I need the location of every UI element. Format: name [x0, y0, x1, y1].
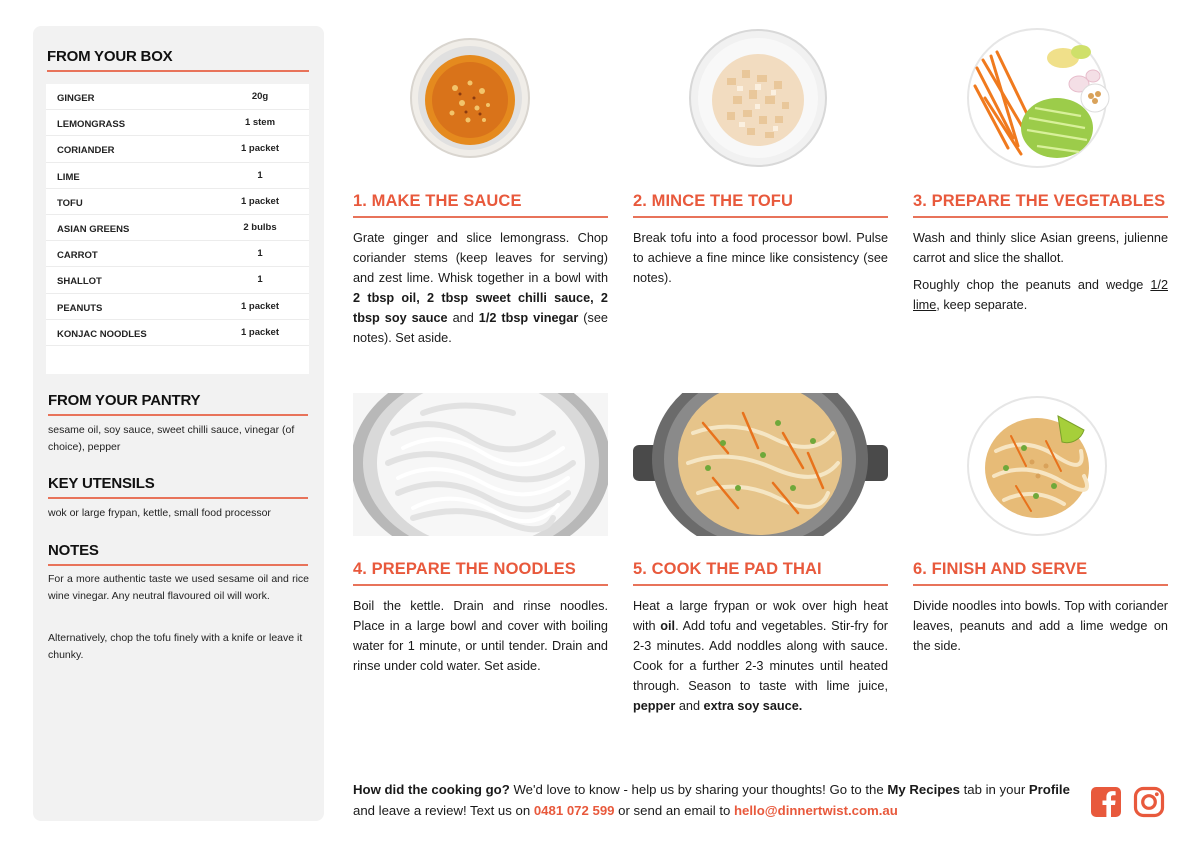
step-6-rule — [913, 584, 1168, 586]
step-5-title: 5. COOK THE PAD THAI — [633, 560, 822, 578]
text-segment: and — [675, 699, 704, 713]
step-5-image — [633, 393, 888, 536]
step-6-text — [913, 596, 1168, 663]
facebook-icon[interactable] — [1090, 786, 1122, 818]
text-segment: We'd love to know - help us by sharing your thoughts! Go to the — [509, 782, 888, 797]
feedback-footer — [353, 779, 1073, 821]
text-segment: and — [447, 311, 479, 325]
ingredient-qty: 1 stem — [244, 117, 276, 129]
ingredient-name: GINGER — [57, 93, 95, 104]
text-segment: 2 tbsp oil, 2 tbsp sweet chilli sauce, 2 tbsp soy sauce — [353, 291, 608, 325]
step-3-rule — [913, 216, 1168, 218]
ingredient-qty: 1 packet — [240, 143, 280, 155]
ingredient-row — [46, 189, 309, 215]
instagram-icon[interactable] — [1133, 786, 1165, 818]
ingredient-name: LIME — [57, 171, 80, 183]
step-3-image — [963, 28, 1115, 168]
text-segment: extra soy sauce. — [703, 699, 803, 713]
ingredient-row — [46, 320, 309, 346]
ingredient-qty: 1 — [257, 248, 263, 260]
text-segment: Break tofu into a food processor bowl. Pulse to achieve a fine mince like consistency (see notes). — [633, 231, 888, 285]
step-1-rule — [353, 216, 608, 218]
notes-title: NOTES — [48, 542, 99, 559]
text-segment: , keep separate. — [936, 298, 1028, 312]
text-segment: Divide noodles into bowls. Top with coriander leaves, peanuts and add a lime wedge on the side. — [913, 599, 1168, 653]
ingredient-name: KONJAC NOODLES — [57, 328, 147, 340]
text-segment: 0481 072 599 — [533, 803, 615, 818]
ingredient-row — [46, 163, 309, 189]
text-segment: 1/2 tbsp vinegar — [478, 311, 579, 325]
step-paragraph — [633, 596, 888, 716]
text-segment: Boil the kettle. Drain and rinse noodles. Place in a large bowl and cover with boiling water for 1 minute, or until tender. Drain and rinse under cold water. Set aside. — [353, 599, 608, 673]
ingredient-row — [46, 215, 309, 241]
step-5-text — [633, 596, 888, 723]
ingredient-row — [46, 110, 309, 136]
step-3-text — [913, 228, 1168, 322]
ingredient-qty: 2 bulbs — [243, 222, 277, 233]
ingredient-qty: 1 — [257, 274, 263, 286]
ingredient-name: LEMONGRASS — [57, 119, 126, 131]
from-your-box-rule — [47, 70, 309, 72]
step-2-image — [687, 28, 829, 168]
ingredient-qty: 1 packet — [240, 195, 280, 207]
notes-text-1: For a more authentic taste we used sesame oil and rice wine vinegar. Any neutral flavoured oil will work. — [48, 573, 309, 602]
step-4-rule — [353, 584, 608, 586]
text-segment: Profile — [1028, 782, 1070, 797]
notes-text-2: Alternatively, chop the tofu finely with a knife or leave it chunky. — [48, 632, 303, 661]
text-segment: (see notes). Set aside. — [353, 311, 608, 345]
step-6-image — [966, 396, 1108, 536]
text-segment: Heat a large frypan or wok over high heat with — [633, 599, 888, 633]
text-segment: How did the cooking go? — [353, 782, 510, 797]
ingredient-row — [46, 294, 309, 320]
text-segment: 1/2 lime — [913, 278, 1168, 312]
text-segment: tab in your — [959, 782, 1029, 797]
step-4-image — [353, 393, 608, 536]
step-1-title: 1. MAKE THE SAUCE — [353, 192, 522, 210]
text-segment: Roughly chop the peanuts and wedge — [913, 278, 1151, 292]
ingredient-name: CARROT — [57, 250, 98, 262]
text-segment: hello@dinnertwist.com.au — [734, 803, 898, 818]
text-segment: My Recipes — [887, 782, 960, 797]
utensils-title: KEY UTENSILS — [48, 475, 155, 492]
ingredients-table — [46, 84, 309, 374]
pantry-text: sesame oil, soy sauce, sweet chilli sauce, vinegar (of choice), pepper — [48, 424, 295, 453]
ingredient-name: SHALLOT — [57, 276, 102, 288]
pantry-rule — [48, 414, 308, 416]
step-2-text — [633, 228, 888, 295]
step-paragraph — [353, 596, 608, 676]
step-5-rule — [633, 584, 888, 586]
ingredient-qty: 1 packet — [240, 300, 280, 312]
step-2-title: 2. MINCE THE TOFU — [633, 192, 793, 210]
text-segment: pepper — [633, 699, 676, 713]
text-segment: and leave a review! Text us on — [353, 803, 534, 818]
step-2-rule — [633, 216, 888, 218]
step-1-text — [353, 228, 608, 355]
ingredient-row — [46, 84, 309, 110]
ingredient-qty: 1 packet — [240, 326, 280, 338]
step-paragraph — [633, 228, 888, 288]
text-segment: Wash and thinly slice Asian greens, julienne carrot and slice the shallot. — [913, 231, 1168, 265]
ingredient-name: CORIANDER — [57, 145, 115, 157]
ingredient-name: ASIAN GREENS — [57, 224, 130, 235]
text-segment: Grate ginger and slice lemongrass. Chop coriander stems (keep leaves for serving) and zest lime. Whisk together in a bowl with — [353, 231, 608, 285]
utensils-rule — [48, 497, 308, 499]
ingredient-row — [46, 241, 309, 267]
ingredient-name: PEANUTS — [57, 302, 103, 314]
step-paragraph — [913, 596, 1168, 656]
pantry-title: FROM YOUR PANTRY — [48, 392, 201, 409]
step-paragraph — [913, 228, 1168, 268]
text-segment: or send an email to — [614, 803, 734, 818]
step-1-image — [410, 28, 530, 168]
step-6-title: 6. FINISH AND SERVE — [913, 560, 1088, 578]
ingredient-qty: 1 — [257, 169, 263, 181]
text-segment: . Add tofu and vegetables. Stir-fry for 2-3 minutes. Add noddles along with sauce. Cook for a further 2-3 minutes until heated through. Season to taste with lime juice, — [633, 619, 888, 693]
text-segment: oil — [660, 619, 676, 633]
step-3-title: 3. PREPARE THE VEGETABLES — [913, 192, 1166, 210]
from-your-box-title: FROM YOUR BOX — [47, 48, 173, 65]
ingredient-name: TOFU — [57, 197, 83, 209]
ingredient-row — [46, 267, 309, 293]
step-paragraph — [913, 275, 1168, 315]
step-paragraph — [353, 228, 608, 348]
ingredient-qty: 20g — [251, 91, 269, 102]
ingredient-row — [46, 136, 309, 162]
step-4-title: 4. PREPARE THE NOODLES — [353, 560, 576, 578]
notes-rule — [48, 564, 308, 566]
utensils-text: wok or large frypan, kettle, small food processor — [48, 507, 271, 519]
step-4-text — [353, 596, 608, 683]
